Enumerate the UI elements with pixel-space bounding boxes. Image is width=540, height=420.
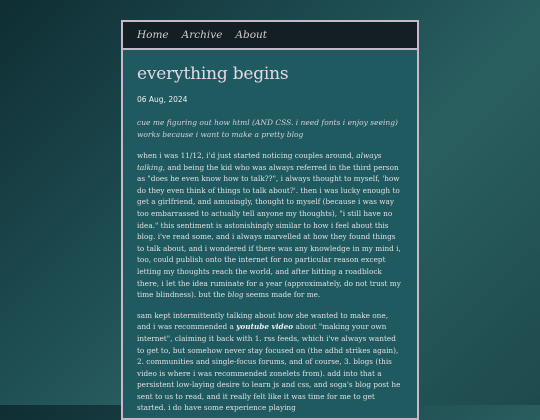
paragraph-text: when i was 11/12, i'd just started noticing couples around, (137, 151, 354, 160)
post-content (123, 64, 417, 414)
post-date: 06 Aug, 2024 (137, 95, 188, 104)
emphasis-text: blog (227, 290, 244, 300)
emphasis-text: always talking (137, 151, 382, 172)
paragraph-text: , and being the kid who was always referred in the third person as "does he even know how to talk??", i always thought to myself, 'how do they even think of things to talk about?'. then i was lucky enough to get a girlfriend, and amusingly, thought to myself (because i was way too embarrassed to actually tell anyone my thoughts), "i still have no idea." this sentiment is astonishingly similar to how i feel about this blog. i've read some, and i always marvelled at how they found things to talk about, and i wondered if there was any knowledge in my mind i, too, could publish onto the internet for no particular reason except letting my thoughts reach the world, and after hitting a roadblock there, i let the idea ruminate for a year (approximately, do not trust my time blindness). but the (137, 162, 401, 300)
nav-home-link[interactable]: Home (137, 29, 169, 41)
post-title: everything begins (137, 64, 289, 84)
nav-about-link[interactable]: About (235, 29, 268, 41)
post-paragraph-1 (137, 150, 403, 301)
youtube-video-link[interactable]: youtube video (236, 322, 294, 332)
paragraph-text: sam kept intermittently talking about how she wanted to make one, and i was recommended a (137, 310, 389, 332)
post-lede: cue me figuring out how html (AND CSS. i need fonts i enjoy seeing) works because i want to make a pretty blog (137, 118, 398, 139)
nav-archive-link[interactable]: Archive (181, 29, 223, 41)
post-paragraph-2 (137, 310, 403, 414)
top-nav (123, 22, 417, 50)
blog-page (121, 20, 419, 420)
paragraph-text: seems made for me. (245, 290, 321, 300)
paragraph-text: about "making your own internet", claiming it back with 1. rss feeds, which i've always wanted to get to, but somehow never stay focused on (the adhd strikes again), 2. communities and single-focus forums, and of course, 3. blogs (this video is where i was recommended zonelets from). add into that a persistent low-laying desire to learn js and css, and soga's blog post he sent to us to read, and it really felt like it was time for me to get started. i do have some experience playing (137, 322, 401, 413)
